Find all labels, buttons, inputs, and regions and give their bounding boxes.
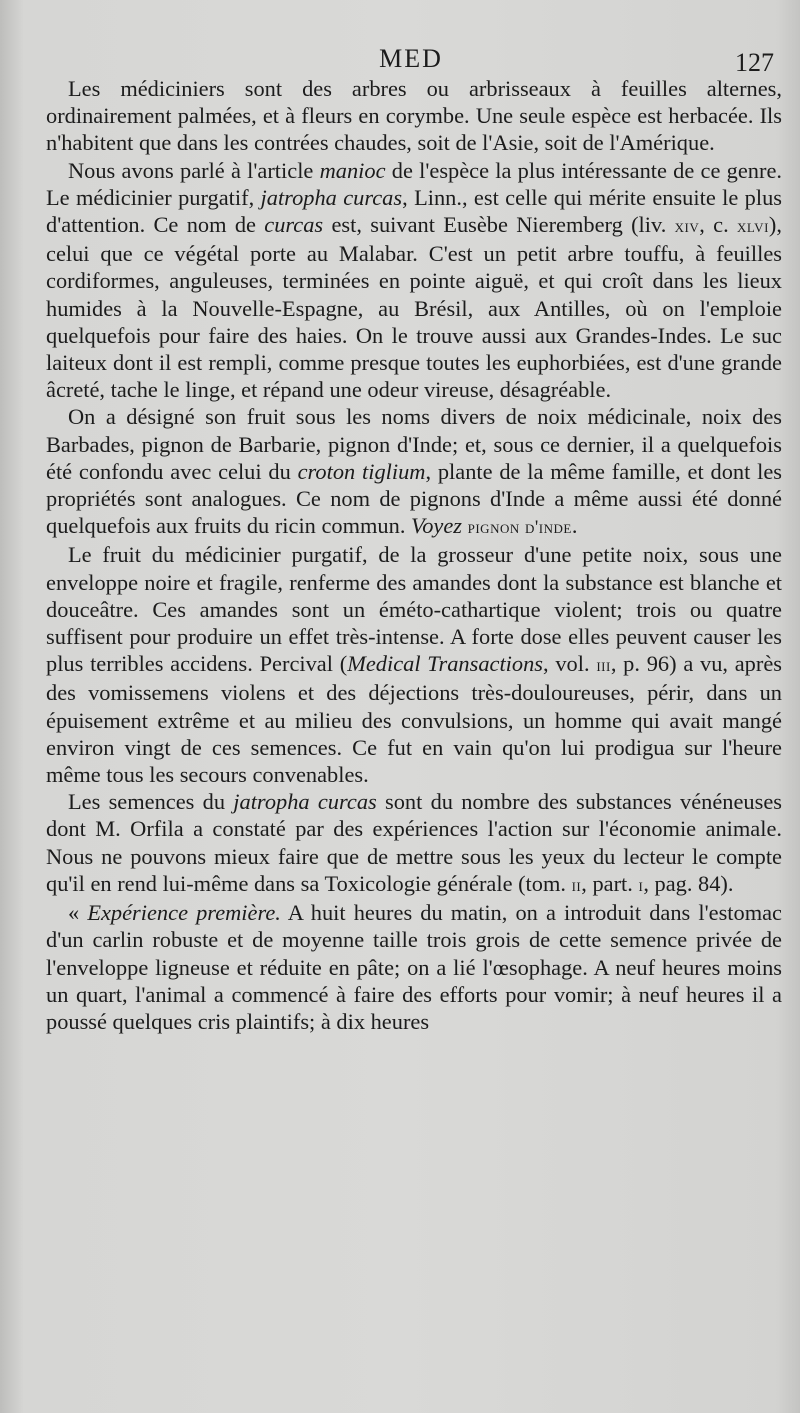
paragraph-4: Le fruit du médicinier purgatif, de la grosseur d'une petite noix, sous une enveloppe noire et fragile, renferme des amandes dont la substance est blanche et douceâtre. Ces amandes sont un éméto-cathartique violent; trois ou quatre suffisent pour produire un effet très-intense. A forte dose elles peuvent causer les plus terribles accidens. Percival (Medical Transactions, vol. iii, p. 96) a vu, après des vomissemens violens et des déjections très-douloureuses, périr, dans un épuisement extrême et au milieu des convulsions, un homme qui avait mangé environ vingt de ces semences. Ce fut en vain qu'on lui prodigua sur l'heure même tous les secours convenables. [46, 542, 782, 788]
paragraph-1: Les médiciniers sont des arbres ou arbrisseaux à feuilles alternes, ordinairement palmées, et à fleurs en corymbe. Une seule espèce est herbacée. Ils n'habitent que dans les contrées chaudes, soit de l'Asie, soit de l'Amérique. [46, 76, 782, 156]
page-header [48, 44, 774, 78]
paragraph-6: « Expérience première. A huit heures du matin, on a introduit dans l'estomac d'un carlin robuste et de moyenne taille trois grois de cette semence privée de l'enveloppe ligneuse et réduite en pâte; on a lié l'œsophage. A neuf heures moins un quart, l'animal a commencé à faire des efforts pour vomir; à neuf heures il a poussé quelques cris plaintifs; à dix heures [46, 900, 782, 1034]
paragraph-5: Les semences du jatropha curcas sont du nombre des substances vénéneuses dont M. Orfila a constaté par des expériences l'action sur l'économie animale. Nous ne pouvons mieux faire que de mettre sous les yeux du lecteur le compte qu'il en rend lui-même dans sa Toxicologie générale (tom. ii, part. i, pag. 84). [46, 789, 782, 896]
page-number: 127 [735, 48, 774, 77]
running-head: MED [379, 44, 443, 73]
page-body [46, 75, 782, 1035]
paragraph-2: Nous avons parlé à l'article manioc de l'espèce la plus intéressante de ce genre. Le médicinier purgatif, jatropha curcas, Linn., est celle qui mérite ensuite le plus d'attention. Ce nom de curcas est, suivant Eusèbe Nieremberg (liv. xiv, c. xlvi), celui que ce végétal porte au Malabar. C'est un petit arbre touffu, à feuilles cordiformes, anguleuses, terminées en pointe aiguë, et qui croît dans les lieux humides à la Nouvelle-Espagne, au Brésil, aux Antilles, où on l'emploie quelquefois pour faire des haies. On le trouve aussi aux Grandes-Indes. Le suc laiteux dont il est rempli, comme presque toutes les euphorbiées, est d'une grande âcreté, tache le linge, et répand une odeur vireuse, désagréable. [46, 157, 782, 403]
paragraph-3: On a désigné son fruit sous les noms divers de noix médicinale, noix des Barbades, pignon de Barbarie, pignon d'Inde; et, sous ce dernier, il a quelquefois été confondu avec celui du croton tiglium, plante de la même famille, et dont les propriétés sont analogues. Ce nom de pignons d'Inde a même aussi été donné quelquefois aux fruits du ricin commun. Voyez pignon d'inde. [46, 404, 782, 539]
